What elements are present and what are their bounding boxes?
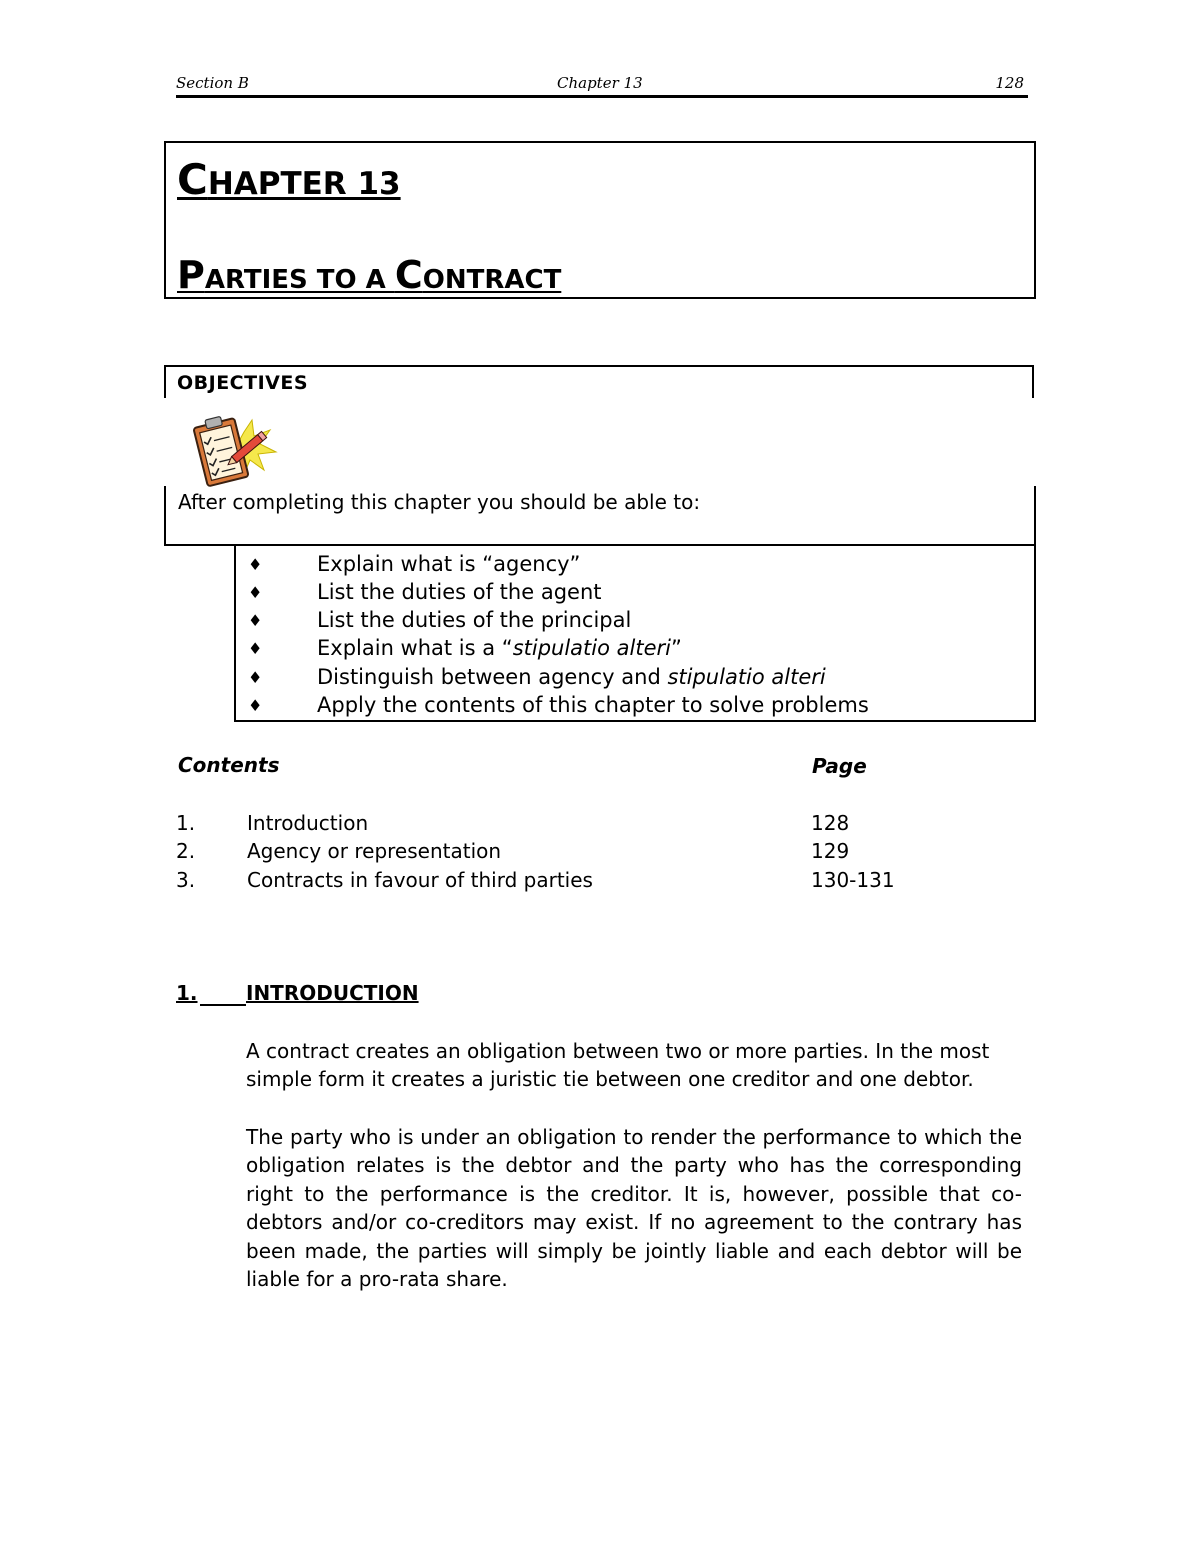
contents-page-heading: Page: [812, 754, 867, 778]
chapter-title-initial: C: [177, 155, 208, 204]
objective-italic-term: stipulatio alteri: [512, 636, 671, 660]
objective-item: [236, 636, 1034, 664]
section-title: INTRODUCTION: [246, 981, 419, 1005]
objectives-left-border: [164, 366, 166, 398]
toc-row: [0, 811, 1200, 839]
objectives-intro-box: [164, 486, 1036, 546]
diamond-bullet-icon: ♦: [248, 696, 263, 715]
body-paragraph: A contract creates an obligation between two or more parties. In the most simple form it creates a juristic tie between one creditor and one debtor.: [246, 1039, 990, 1092]
objective-text: List the duties of the agent: [317, 580, 602, 604]
objectives-right-border: [1032, 366, 1034, 398]
toc-title: Agency or representation: [247, 839, 502, 863]
running-header-page-number: 128: [995, 74, 1024, 92]
diamond-bullet-icon: ♦: [248, 583, 263, 602]
section-heading-underline: [200, 1004, 246, 1006]
subtitle-initial-p: P: [177, 253, 205, 297]
toc-row: [0, 839, 1200, 867]
toc-page: 130-131: [811, 868, 895, 892]
objective-item: [236, 608, 1034, 636]
chapter-title-rest: HAPTER 13: [207, 166, 401, 202]
diamond-bullet-icon: ♦: [248, 555, 263, 574]
subtitle-part-2: ONTRACT: [422, 265, 562, 295]
objective-text: Apply the contents of this chapter to solve problems: [317, 693, 869, 717]
toc-number: 3.: [176, 868, 196, 892]
subtitle-initial-c: C: [394, 253, 423, 297]
chapter-title: [177, 155, 401, 204]
clipboard-checklist-icon: [186, 408, 280, 490]
diamond-bullet-icon: ♦: [248, 639, 263, 658]
running-header-chapter: Chapter 13: [557, 74, 643, 92]
objective-text: Distinguish between agency and: [317, 665, 668, 689]
toc-page: 128: [811, 811, 850, 835]
objective-item: [236, 693, 1034, 721]
header-rule: [176, 95, 1028, 98]
objectives-heading: OBJECTIVES: [177, 372, 309, 394]
running-header: [176, 72, 1026, 94]
objectives-intro: After completing this chapter you should be able to:: [178, 490, 701, 514]
running-header-section: Section B: [176, 74, 249, 92]
objective-text: Explain what is “agency”: [317, 552, 581, 576]
chapter-subtitle: [177, 253, 561, 297]
objective-item: [236, 665, 1034, 693]
toc-number: 2.: [176, 839, 196, 863]
contents-heading: Contents: [178, 753, 280, 777]
objective-text-closing: ”: [670, 636, 682, 660]
diamond-bullet-icon: ♦: [248, 611, 263, 630]
objectives-list: [234, 546, 1036, 722]
objective-text: Explain what is a “: [317, 636, 513, 660]
objective-item: [236, 580, 1034, 608]
toc-title: Contracts in favour of third parties: [247, 868, 593, 892]
section-number: 1.: [176, 981, 198, 1005]
objective-text: List the duties of the principal: [317, 608, 632, 632]
diamond-bullet-icon: ♦: [248, 668, 263, 687]
toc-number: 1.: [176, 811, 196, 835]
subtitle-part-1: ARTIES TO A: [204, 265, 395, 295]
chapter-title-box: [164, 141, 1036, 299]
objectives-top-border: [164, 365, 1034, 367]
toc-row: [0, 868, 1200, 896]
toc-title: Introduction: [247, 811, 369, 835]
toc-page: 129: [811, 839, 850, 863]
body-paragraph: The party who is under an obligation to render the performance to which the obligation relates is the debtor and the party who has the corresponding right to the performance is the creditor. It is, however, possible that co-debtors and/or co-creditors may exist. If no agreement to the contrary has been made, the parties will simply be jointly liable and each debtor will be liable for a pro-rata share.: [246, 1125, 1022, 1292]
objective-italic-term: stipulatio alteri: [667, 665, 826, 689]
objective-item: [236, 552, 1034, 580]
